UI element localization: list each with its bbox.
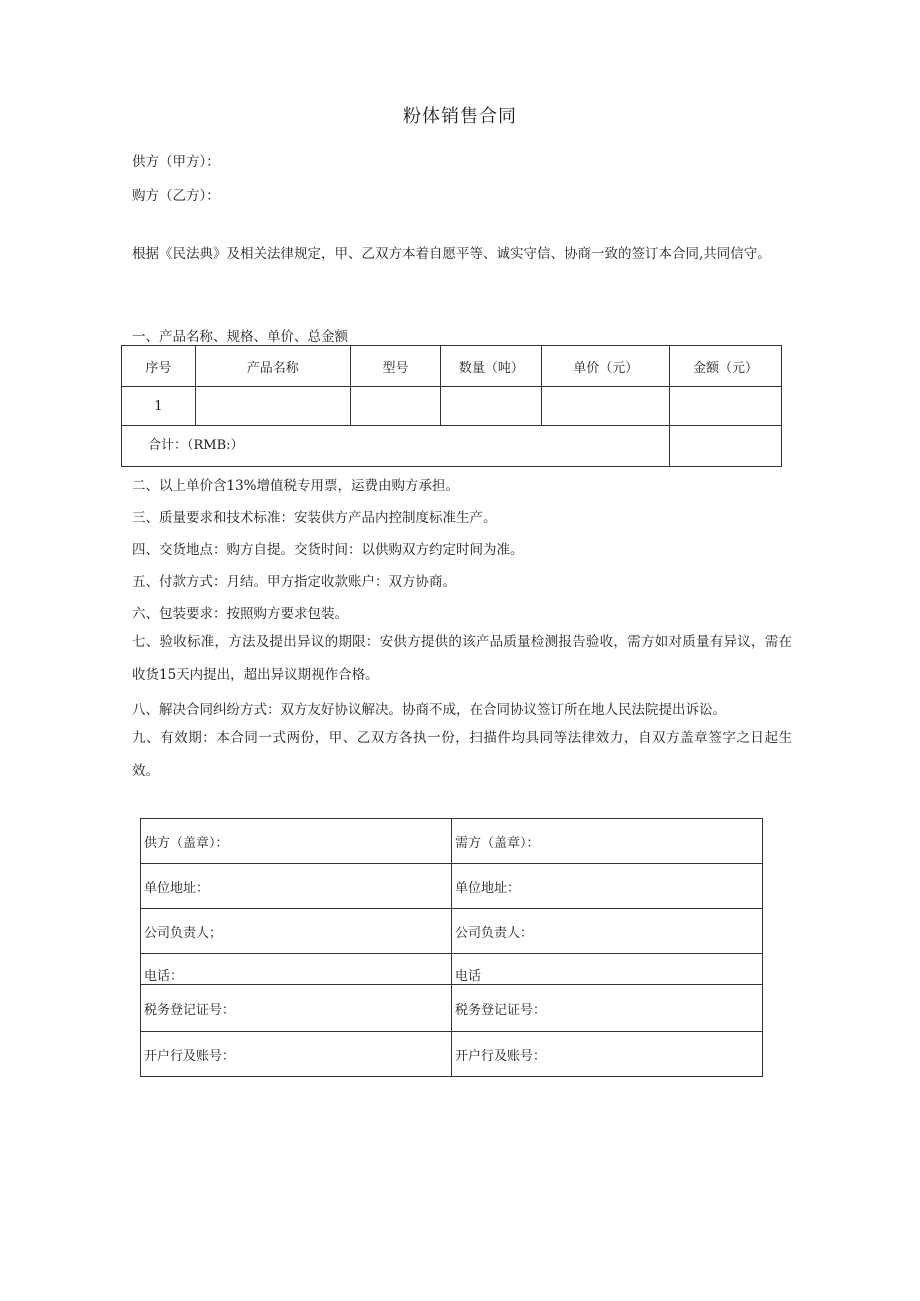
row-product-name-cell xyxy=(195,387,350,426)
clause-9: 九、有效期：本合同一式两份，甲、乙双方各执一份，扫描件均具同等法律效力，自双方盖章签字之日起生效。 xyxy=(132,730,792,779)
tax-id-row xyxy=(141,985,763,1032)
buyer-phone-cell: 电话 xyxy=(452,954,763,985)
clause-8: 八、解决合同纠纷方式：双方友好协议解决。协商不成，在合同协议签订所在地人民法院提出诉讼。 xyxy=(132,702,726,718)
supplier-address-cell: 单位地址： xyxy=(141,864,452,909)
total-row xyxy=(122,426,782,467)
phone-row xyxy=(141,954,763,985)
preamble-paragraph: 根据《民法典》及相关法律规定，甲、乙双方本着自愿平等、诚实守信、协商一致的签订本合同,共同信守。 xyxy=(132,246,771,262)
clause-6: 六、包装要求：按照购方要求包装。 xyxy=(132,606,348,622)
product-table xyxy=(121,345,782,467)
supplier-principal-cell: 公司负责人； xyxy=(141,909,452,954)
header-cell-amount: 金额（元） xyxy=(670,346,782,387)
row-model-cell xyxy=(350,387,441,426)
row-quantity-cell xyxy=(441,387,542,426)
party-info-table xyxy=(140,818,763,1077)
clause-3: 三、质量要求和技术标准：安装供方产品内控制度标准生产。 xyxy=(132,510,497,526)
section1-heading: 一、产品名称、规格、单价、总金额 xyxy=(132,329,348,345)
clause-7: 七、验收标准，方法及提出异议的期限：安供方提供的该产品质量检测报告验收，需方如对质量有异议，需在收货15天内提出，超出异议期视作合格。 xyxy=(132,634,792,683)
header-cell-index: 序号 xyxy=(122,346,196,387)
buyer-tax-id-cell: 税务登记证号： xyxy=(452,985,763,1032)
principal-row xyxy=(141,909,763,954)
buyer-principal-cell: 公司负责人： xyxy=(452,909,763,954)
total-label-cell: 合计：（RMB:） xyxy=(122,426,670,467)
row-amount-cell xyxy=(670,387,782,426)
address-row xyxy=(141,864,763,909)
supplier-tax-id-cell: 税务登记证号： xyxy=(141,985,452,1032)
clause-4: 四、交货地点：购方自提。交货时间：以供购双方约定时间为准。 xyxy=(132,542,524,558)
clause-5: 五、付款方式：月结。甲方指定收款账户：双方协商。 xyxy=(132,574,456,590)
buyer-address-cell: 单位地址： xyxy=(452,864,763,909)
bank-account-row xyxy=(141,1032,763,1077)
supplier-phone-cell: 电话： xyxy=(141,954,452,985)
header-cell-quantity: 数量（吨） xyxy=(441,346,542,387)
supplier-party-line: 供方（甲方）： xyxy=(132,154,220,170)
seal-row xyxy=(141,819,763,864)
header-cell-unit-price: 单价（元） xyxy=(542,346,670,387)
buyer-bank-cell: 开户行及账号： xyxy=(452,1032,763,1077)
document-title: 粉体销售合同 xyxy=(403,106,517,127)
clause-2: 二、以上单价含13%增值税专用票，运费由购方承担。 xyxy=(132,478,460,494)
buyer-seal-cell: 需方（盖章）： xyxy=(452,819,763,864)
buyer-party-line: 购方（乙方）： xyxy=(132,188,220,204)
row-unit-price-cell xyxy=(542,387,670,426)
row-index-cell: 1 xyxy=(122,387,196,426)
header-cell-product-name: 产品名称 xyxy=(195,346,350,387)
header-cell-model: 型号 xyxy=(350,346,441,387)
table-row xyxy=(122,387,782,426)
supplier-seal-cell: 供方（盖章）： xyxy=(141,819,452,864)
total-amount-cell xyxy=(670,426,782,467)
supplier-bank-cell: 开户行及账号： xyxy=(141,1032,452,1077)
product-table-header-row xyxy=(122,346,782,387)
